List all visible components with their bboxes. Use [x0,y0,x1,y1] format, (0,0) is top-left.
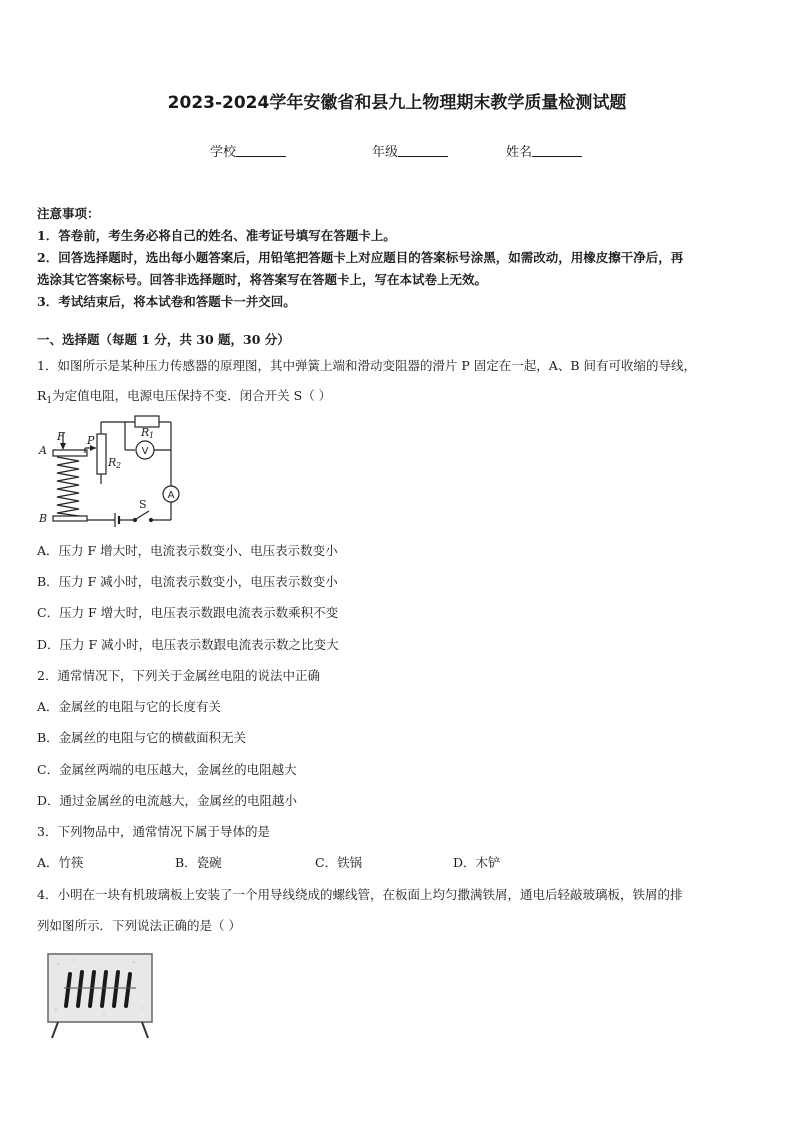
q2-option-c[interactable]: C．金属丝两端的电压越大，金属丝的电阻越大 [37,762,297,777]
r1-symbol: R [37,388,47,403]
page-title: 2023-2024学年安徽省和县九上物理期末教学质量检测试题 [167,93,627,113]
q2-option-a[interactable]: A．金属丝的电阻与它的长度有关 [37,699,222,714]
ammeter-symbol: A [167,490,175,501]
r2-label-sub: 2 [116,461,122,470]
school-blank[interactable] [236,144,286,157]
q3-stem: 3．下列物品中，通常情况下属于导体的是 [37,824,270,839]
q1-stem-rest: 为定值电阻，电源电压保持不变．闭合开关 S（ ） [52,388,332,403]
grade-field[interactable] [372,141,448,160]
q4-stem-line1: 4．小明在一块有机玻璃板上安装了一个用导线绕成的螺线管，在板面上均匀撒满铁屑，通电后轻敲玻璃板，铁屑的排 [37,887,683,902]
q3-option-c[interactable]: C．铁锅 [315,855,363,870]
name-blank[interactable] [532,144,582,157]
grade-label: 年级 [372,145,399,160]
solenoid-iron-filings-photo [44,948,158,1040]
q4-stem-line2: 列如图所示．下列说法正确的是（ ） [37,918,241,933]
point-b-label: B [39,512,48,525]
q1-stem-line1: 1．如图所示是某种压力传感器的原理图，其中弹簧上端和滑动变阻器的滑片 P 固定在一起，A、B 间有可收缩的导线， [37,358,696,373]
q3-option-b[interactable]: B．瓷碗 [175,855,222,870]
force-label: F [57,430,65,443]
school-label: 学校 [210,145,237,160]
point-a-label: A [39,444,47,457]
section-heading: 一、选择题（每题 1 分，共 30 题，30 分） [37,332,290,347]
grade-blank[interactable] [398,144,448,157]
q1-option-a[interactable]: A．压力 F 增大时，电流表示数变小、电压表示数变小 [37,543,338,558]
q2-option-b[interactable]: B．金属丝的电阻与它的横截面积无关 [37,730,247,745]
r1-subscript: 1 [46,396,53,406]
q1-stem-line2 [37,386,331,406]
notice-item: 1．答卷前，考生务必将自己的姓名、准考证号填写在答题卡上。 [37,228,396,243]
switch-label: S [139,498,147,511]
name-label: 姓名 [506,145,533,160]
voltmeter-symbol: V [141,446,149,457]
pressure-sensor-circuit-diagram [35,410,185,528]
q2-stem: 2．通常情况下，下列关于金属丝电阻的说法中正确 [37,668,320,683]
q1-option-c[interactable]: C．压力 F 增大时，电压表示数跟电流表示数乘积不变 [37,605,339,620]
name-field[interactable] [506,141,582,160]
notice-item: 2．回答选择题时，选出每小题答案后，用铅笔把答题卡上对应题目的答案标号涂黑，如需改动，用橡皮擦干净后，再 [37,250,684,265]
q3-option-d[interactable]: D．木铲 [453,855,501,870]
r1-label-sub: 1 [149,431,155,440]
notice-item: 3．考试结束后，将本试卷和答题卡一并交回。 [37,294,296,309]
r2-label: R [108,456,117,469]
q2-option-d[interactable]: D．通过金属丝的电流越大，金属丝的电阻越小 [37,793,298,808]
slider-label: P [87,434,95,447]
q3-option-a[interactable]: A．竹筷 [37,855,84,870]
notice-heading: 注意事项： [37,206,100,221]
q1-option-b[interactable]: B．压力 F 减小时，电流表示数变小，电压表示数变小 [37,574,338,589]
r1-label: R [141,426,150,439]
notice-item: 选涂其它答案标号。回答非选择题时，将答案写在答题卡上，写在本试卷上无效。 [37,272,488,287]
q1-option-d[interactable]: D．压力 F 减小时，电压表示数跟电流表示数之比变大 [37,637,339,652]
school-field[interactable] [210,141,286,160]
